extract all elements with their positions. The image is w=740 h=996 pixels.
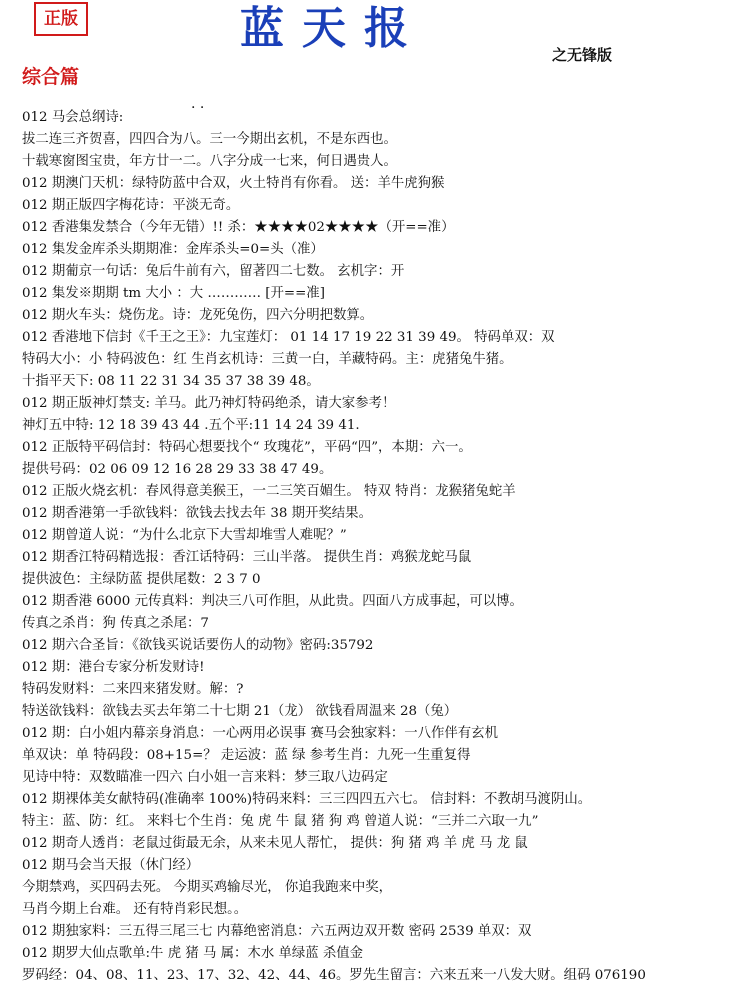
newspaper-title: 蓝天报 [240,3,426,54]
text-line: 012 期香港第一手欲钱料：欲钱去找去年 38 期开奖结果。 [22,506,372,521]
text-line: 012 期：港台专家分析发财诗! [22,660,205,675]
official-badge: 正版 [34,2,88,36]
text-line: 特主：蓝、防：红。 来料七个生肖：兔 虎 牛 鼠 猪 狗 鸡 曾道人说：“三并二六取一九” [22,814,539,829]
text-line: 十载寒窗图宝贵，年方廿一二。八字分成一七来，何日遇贵人。 [22,154,397,169]
text-line: 012 期葡京一句话：兔后牛前有六，留著四二七数。 玄机字：开 [22,264,405,279]
text-line: 012 期罗大仙点歌单:牛 虎 猪 马 属：木水 单绿蓝 杀值金 [22,946,364,961]
text-line: 012 期火车头：烧伤龙。诗：龙死兔伤，四六分明把数算。 [22,308,374,323]
edition-label: 之无锋版 [552,46,613,64]
text-line: 012 期：白小姐内幕亲身消息：一心两用必误事 赛马会独家料：一八作伴有玄机 [22,726,498,741]
section-heading: 综合篇 [22,66,80,88]
text-line: 罗码经：04、08、11、23、17、32、42、44、46。罗先生留言：六来五来一八发大财。组码 076190 [22,968,646,983]
text-line: 012 香港地下信封《千王之王》：九宝莲灯： 01 14 17 19 22 31 39 49。 特码单双：双 [22,330,555,345]
decorative-dots: . . [191,96,205,112]
text-line: 012 期马会当天报（休门经） [22,858,200,873]
article-body [22,107,732,987]
text-line: 012 期香港 6000 元传真料：判决三八可作胆，从此贵。四面八方成事起，可以博。 [22,594,523,609]
text-line: 特码大小：小 特码波色：红 生肖玄机诗：三黄一白，羊藏特码。主：虎猪兔牛猪。 [22,352,513,367]
text-line: 特送欲钱料：欲钱去买去年第二十七期 21（龙） 欲钱看周温来 28（兔） [22,704,458,719]
text-line: 012 期奇人透肖：老鼠过街最无余，从来未见人帮忙， 提供：狗 猪 鸡 羊 虎 马 龙 鼠 [22,836,528,851]
text-line: 012 马会总纲诗: [22,110,124,125]
text-line: 今期禁鸡，买四码去死。 今期买鸡输尽光， 你追我跑来中奖， [22,880,393,895]
text-line: 012 正版火烧玄机：春风得意美猴王，一二三笑百媚生。 特双 特肖：龙猴猪兔蛇羊 [22,484,516,499]
text-line: 012 集发※期期 tm 大小 ：大 ………… [开==准] [22,286,325,301]
text-line: 单双诀：单 特码段：08+15=？ 走运波：蓝 绿 参考生肖：九死一生重复得 [22,748,471,763]
text-line: 见诗中特：双数瞄准一四六 白小姐一言来料：梦三取八边码定 [22,770,388,785]
text-line: 拔二连三齐贺喜，四四合为八。三一今期出玄机，不是东西也。 [22,132,397,147]
text-line: 012 期独家料：三五得三尾三七 内幕绝密消息：六五两边双开数 密码 2539 单双：双 [22,924,532,939]
text-line: 十指平天下: 08 11 22 31 34 35 37 38 39 48。 [22,374,320,389]
text-line: 012 期曾道人说：“为什么北京下大雪却堆雪人难呢？” [22,528,347,543]
text-line: 提供波色：主绿防蓝 提供尾数：2 3 7 0 [22,572,261,587]
text-line: 012 期正版四字梅花诗：平淡无奇。 [22,198,240,213]
text-line: 012 期香江特码精选报：香江话特码：三山半落。 提供生肖：鸡猴龙蛇马鼠 [22,550,472,565]
text-line: 012 集发金库杀头期期准：金库杀头=0=头（准） [22,242,324,257]
text-line: 神灯五中特: 12 18 39 43 44 .五个平:11 14 24 39 41. [22,418,360,433]
text-line: 012 香港集发禁合（今年无错）!! 杀：★★★★02★★★★（开==准） [22,220,455,235]
text-line: 马肖今期上台难。 还有特肖彩民想。。 [22,902,248,917]
text-line: 特码发财料：二来四来猪发财。解：? [22,682,244,697]
text-line: 012 期正版神灯禁支: 羊马。此乃神灯特码绝杀，请大家参考！ [22,396,396,411]
text-line: 012 期六合圣旨：《欲钱买说话要伤人的动物》密码:35792 [22,638,374,653]
text-line: 012 期澳门天机：绿特防蓝中合双，火土特肖有你看。 送：羊牛虎狗猴 [22,176,445,191]
text-line: 012 正版特平码信封：特码心想要找个“ 玫瑰花”，平码“四”，本期：六一。 [22,440,472,455]
text-line: 传真之杀肖：狗 传真之杀尾：7 [22,616,209,631]
text-line: 提供号码：02 06 09 12 16 28 29 33 38 47 49。 [22,462,333,477]
text-line: 012 期裸体美女献特码(准确率 100%)特码来料：三三四四五六七。 信封料：不教胡马渡阴山。 [22,792,592,807]
